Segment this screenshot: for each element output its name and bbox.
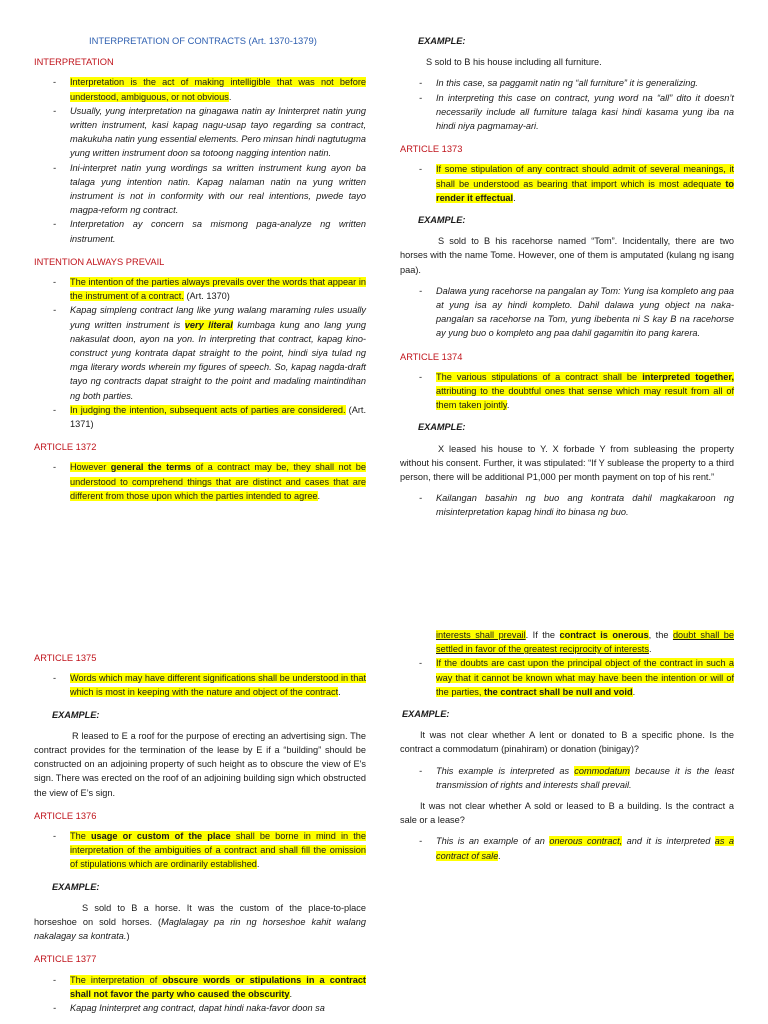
example-text: S sold to B his racehorse named “Tom”. Incidentally, there are two horses with the name Tome. However, one of them is amputated (kulang ng isang paa). — [400, 236, 734, 275]
article-1376-list — [70, 829, 366, 872]
list-item: - Usually, yung interpretation na ginagawa natin ay Ininterpret natin yung written instrument, kasi kapag nagu-usap tayo regarding sa contract, makukuha natin yung essential elements. Pero minsan hindi nagtutugma yung written instrument doon sa totoong nagging intention natin. — [70, 104, 366, 161]
example-label: EXAMPLE: — [418, 36, 466, 46]
heading-article-1373: ARTICLE 1373 — [400, 144, 463, 155]
article-1374-list — [436, 370, 734, 413]
article-1375-list — [70, 671, 366, 699]
list-item: - Ini-interpret natin yung wordings sa written instrument kung ayon ba talaga yung intention natin. Kapag nalaman natin na yung written instrument is not in conformity with our real intentions, pwede tayo magpa-reform ng contract. — [70, 161, 366, 218]
list-item: - In judging the intention, subsequent acts of parties are considered. (Art. 1371) — [70, 403, 366, 431]
heading-article-1372: ARTICLE 1372 — [34, 442, 97, 453]
intention-list — [70, 275, 366, 431]
list-item: - Kailangan basahin ng buo ang kontrata dahil magkakaroon ng misinterpretation kapag hindi ito binasa ng buo. — [436, 491, 734, 519]
list-item: - If some stipulation of any contract should admit of several meanings, it shall be understood as bearing that import which is most adequate to render it effectual. — [436, 162, 734, 205]
example-list — [436, 491, 734, 519]
list-item: - This is an example of an onerous contract, and it is interpreted as a contract of sale. — [436, 834, 734, 862]
heading-interpretation: INTERPRETATION — [34, 57, 114, 68]
heading-article-1374: ARTICLE 1374 — [400, 351, 463, 362]
page2-left-column — [34, 651, 366, 1015]
list-item: - The usage or custom of the place shall be borne in mind in the interpretation of the ambiguities of a contract and shall fill the omission of stipulations which are ordinarily established. — [70, 829, 366, 872]
list-item: - However general the terms of a contract may be, they shall not be understood to comprehend things that are distinct and cases that are different from those upon which the parties intended to agree. — [70, 460, 366, 503]
document-title: INTERPRETATION OF CONTRACTS (Art. 1370-1379) — [89, 35, 317, 46]
heading-article-1376: ARTICLE 1376 — [34, 810, 97, 821]
heading-article-1377: ARTICLE 1377 — [34, 954, 97, 965]
list-item: - This example is interpreted as commodatum because it is the least transmission of rights and interests shall prevail. — [436, 764, 734, 792]
article-1377-list — [70, 973, 366, 1016]
list-item: - If the doubts are cast upon the principal object of the contract in such a way that it cannot be known what may have been the intention or will of the parties, the contract shall be null and void. — [436, 656, 734, 699]
example-text: S sold to B his house including all furniture. — [426, 57, 602, 68]
list-item: - Kapag Ininterpret ang contract, dapat hindi naka-favor doon sa — [70, 1001, 366, 1015]
article-1372-list — [70, 460, 366, 503]
example-text: X leased his house to Y. X forbade Y from subleasing the property without his consent. Further, it was stipulated: “If Y sublease the property to a third person, there will be additional P1,000 per month payment on top of his rent.” — [400, 443, 734, 483]
example-list — [436, 284, 734, 341]
example-label: EXAMPLE: — [418, 215, 466, 226]
article-1373-list — [436, 162, 734, 205]
example-list — [436, 76, 734, 133]
example-list — [436, 764, 734, 792]
example-text: It was not clear whether A lent or donated to B a specific phone. Is the contract a commodatum (pinahiram) or donation (binigay)? — [400, 730, 734, 755]
list-item: - The various stipulations of a contract shall be interpreted together, attributing to the doubtful ones that sense which may result from all of them taken jointly. — [436, 370, 734, 413]
list-item: - In interpreting this case on contract, yung word na “all” dito it doesn’t necessarily include all furniture talaga kasi hindi kasama yung iba na hindi niya pagmamay-ari. — [436, 91, 734, 134]
example-label: EXAMPLE: — [418, 422, 466, 433]
list-item: - Kapag simpleng contract lang like yung walang maraming rules usually yung written instrument is very literal kumbaga kung ano lang yung nakasulat doon, ayon na yon. In interpreting that contract, kapag kino-construct yung kontrata dapat straight to the point, hindi siya tulad ng mga literary words wherein my figures of speech. So, kapag nagda-draft tayo ng contracts dapat straight to the point and madaling maintindihan ng both parties. — [70, 303, 366, 402]
interpretation-list — [70, 75, 366, 245]
list-item: - The interpretation of obscure words or stipulations in a contract shall not favor the party who caused the obscurity. — [70, 973, 366, 1001]
list-item: - Interpretation ay concern sa mismong paga-analyze ng written instrument. — [70, 217, 366, 245]
list-item: - The intention of the parties always prevails over the words that appear in the instrument of a contract. (Art. 1370) — [70, 275, 366, 303]
list-item: - In this case, sa paggamit natin ng “all furniture” it is generalizing. — [436, 76, 734, 90]
list-item: interests shall prevail. If the contract is onerous, the doubt shall be settled in favor of the greatest reciprocity of interests. — [436, 630, 735, 655]
example-text: R leased to E a roof for the purpose of erecting an advertising sign. The contract provides for the termination of the lease by E if a “building” should be constructed on an adjoining property of such height as to obscure the view of E's sign. There was erected on the roof of an adjoining building sign which obstructed the view of E’s sign. — [34, 730, 366, 798]
example-text: It was not clear whether A sold or leased to B a building. Is the contract a sale or a lease? — [400, 801, 734, 826]
page2-right-column — [400, 628, 734, 863]
heading-article-1375: ARTICLE 1375 — [34, 653, 97, 663]
heading-intention: INTENTION ALWAYS PREVAIL — [34, 256, 165, 267]
example-label: EXAMPLE: — [52, 881, 100, 892]
list-item: - Interpretation is the act of making intelligible that was not before understood, ambiguous, or not obvious. — [70, 75, 366, 103]
list-item: - Dalawa yung racehorse na pangalan ay Tom: Yung isa kompleto ang paa at yung isa ay hindi kompleto. Dahil dalawa yung object na naka-pangalan sa racehorse na Tom, yung ibebenta ni S kay B na racehorse ay yung buo o kompleto ang paa dahil gagamitin ito pang karera. — [436, 284, 734, 341]
example-text: S sold to B a horse. It was the custom of the place-to-place horseshoe on sold horses. (Maglalagay pa rin ng horseshoe kahit walang nakalagay sa kontrata.) — [34, 902, 366, 942]
continued-list — [436, 628, 734, 699]
example-label: EXAMPLE: — [402, 709, 450, 720]
example-label: EXAMPLE: — [52, 709, 100, 720]
list-item: - Words which may have different significations shall be understood in that which is most in keeping with the nature and object of the contract. — [70, 671, 366, 699]
example-list — [436, 834, 734, 862]
page1-left-column — [34, 34, 366, 503]
page1-right-column — [400, 34, 734, 520]
